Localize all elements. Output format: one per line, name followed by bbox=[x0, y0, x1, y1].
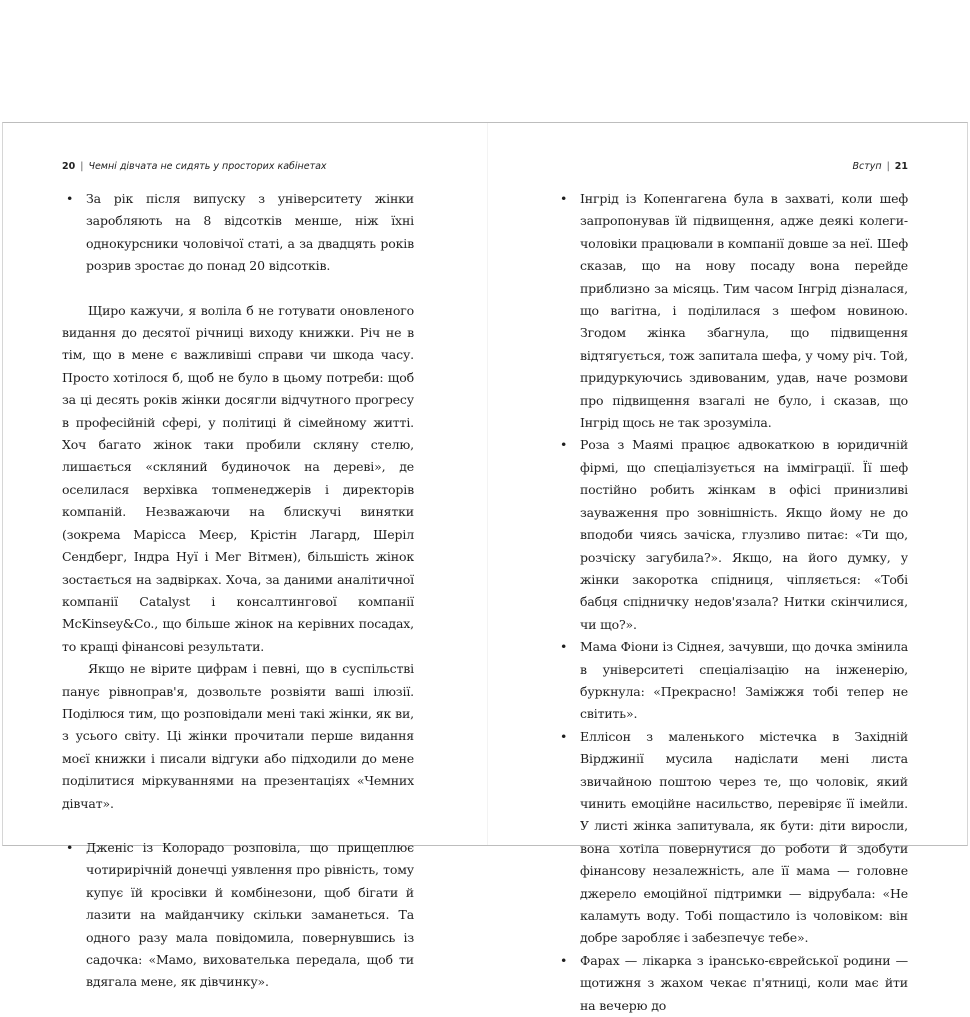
left-page-text bbox=[62, 188, 414, 994]
list-item bbox=[556, 636, 908, 726]
running-head-left bbox=[62, 161, 327, 172]
bullet-icon: • bbox=[560, 437, 568, 453]
right-page-text bbox=[556, 188, 908, 1017]
header-separator: | bbox=[80, 161, 84, 172]
bullet-icon: • bbox=[66, 839, 74, 855]
paragraph: Щиро кажучи, я воліла б не готувати оновленого видання до десятої річниці виходу книжки. Річ не в тім, що в мене є важливіші справи чи шкода часу. Просто хотілося б, щоб не було в цьому потреби: щоб за ці десять років жінки досягли відчутного прогресу в професійній сфері, у політиці й сімейному житті. Хоч багато жінок таки пробили скляну стелю, лишається «скляний будиночок на дереві», де оселилася верхівка топменеджерів і директорів компаній. Незважаючи на блискучі винятки (зокрема Марісса Меєр, Крістін Лагард, Шеріл Сендберг, Індра Нуї і Мег Вітмен), більшість жінок зостається на задвірках. Хоча, за даними аналітичної компанії Catalyst і консалтингової компанії McKinsey&Co., що більше жінок на керівних посадах, то кращі фінансові результати. bbox=[62, 302, 414, 654]
list-item bbox=[556, 434, 908, 636]
bullet-icon: • bbox=[560, 639, 568, 655]
page-number-left: 20 bbox=[62, 161, 76, 172]
list-item-text: Інгрід із Копенгагена була в захваті, коли шеф запропонував їй підвищення, адже деякі колеги-чоловіки працювали в компанії довше за неї. Шеф сказав, що на нову посаду вона перейде приблизно за місяць. Тим часом Інгрід дізналася, що вагітна, і поділилася з шефом новиною. Згодом жінка збагнула, що підвищення відтягується, тож запитала шефа, у чому річ. Той, придуркуючись здивованим, удав, наче розмови про підвищення взагалі не було, і сказав, що Інгрід щось не так зрозуміла. bbox=[580, 191, 908, 431]
list-item bbox=[62, 188, 414, 278]
book-gutter bbox=[487, 123, 488, 845]
list-item bbox=[556, 188, 908, 434]
running-title-left: Чемні дівчата не сидять у просторих кабінетах bbox=[88, 161, 327, 172]
list-item-text: За рік після випуску з університету жінки заробляють на 8 відсотків менше, ніж їхні однокурсники чоловічої статі, а за двадцять років розрив зростає до понад 20 відсотків. bbox=[86, 191, 414, 274]
paragraph: Якщо не вірите цифрам і певні, що в суспільстві панує рівноправ'я, дозвольте розвіяти ваші ілюзії. Поділюся тим, що розповідали мені такі жінки, як ви, з усього світу. Ці жінки прочитали перше видання моєї книжки і писали відгуки або підходили до мене поділитися міркуваннями на презентаціях «Чемних дівчат». bbox=[62, 661, 414, 811]
list-item-text: Дженіс із Колорадо розповіла, що прищеплює чотирирічній донечці уявлення про рівність, тому купує їй кросівки й комбінезони, щоб бігати й лазити на майданчику скільки заманеться. Та одного разу мала повідомила, повернувшись із садочка: «Мамо, вихователька передала, щоб ти вдягала мене, як дівчинку». bbox=[86, 839, 414, 990]
bullet-icon: • bbox=[560, 191, 568, 206]
list-item bbox=[62, 837, 414, 994]
running-head-right bbox=[852, 161, 908, 172]
list-item-text: Фарах — лікарка з ірансько-єврейської родини — щотижня з жахом чекає п'ятниці, коли має йти на вечерю до bbox=[580, 952, 908, 1013]
header-separator: | bbox=[886, 161, 890, 172]
bullet-icon: • bbox=[66, 191, 74, 206]
running-title-right: Вступ bbox=[852, 161, 882, 172]
page-number-right: 21 bbox=[894, 161, 908, 172]
list-item-text: Еллісон з маленького містечка в Західній Вірджинії мусила надіслати мені листа звичайною поштою через те, що чоловік, який чинить емоційне насильство, перевіряє її імейли. У листі жінка запитувала, як бути: діти виросли, вона хотіла повернутися до роботи й здобути фінансову незалежність, але її мама — головне джерело емоційної підтримки — відрубала: «Не каламуть воду. Тобі пощастило із чоловіком: він добре заробляє і забезпечує тебе». bbox=[580, 728, 908, 946]
bullet-icon: • bbox=[560, 952, 568, 968]
list-item-text: Роза з Маямі працює адвокаткою в юридичній фірмі, що спеціалізується на імміграції. Її шеф постійно робить жінкам в офісі принизливі зауваження про зовнішність. Якщо йому не до вподоби чиясь зачіска, глузливо питає: «Ти що, розчіску загубила?». Якщо, на його думку, у жінки закоротка спідниця, чіпляється: «Тобі бабця спідничку недов'язала? Нитки скінчилися, чи що?». bbox=[580, 437, 908, 632]
list-item bbox=[556, 726, 908, 950]
list-item-text: Мама Фіони із Сіднея, зачувши, що дочка змінила в університеті спеціалізацію на інженерію, буркнула: «Прекрасно! Заміжжя тобі тепер не світить». bbox=[580, 639, 908, 722]
bullet-icon: • bbox=[560, 728, 568, 744]
list-item bbox=[556, 950, 908, 1017]
